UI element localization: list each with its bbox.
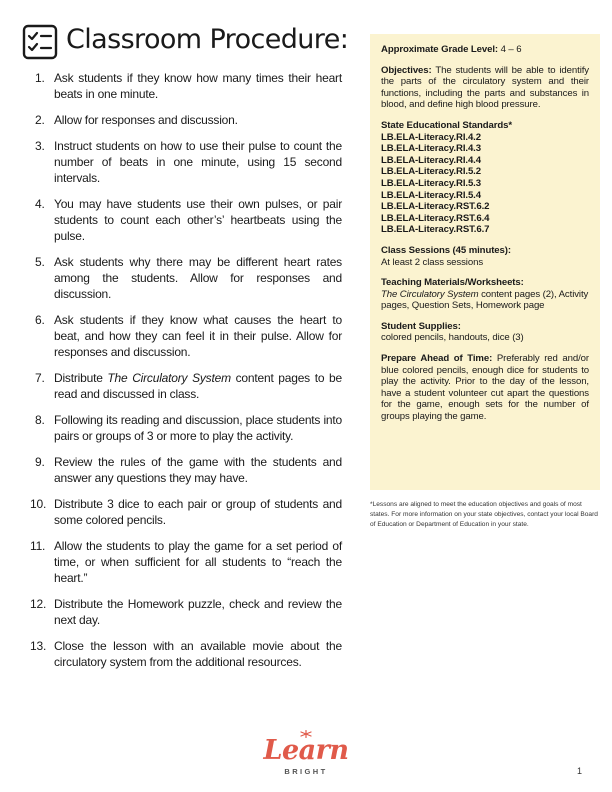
step-number: 12. bbox=[30, 597, 47, 611]
standards-label: State Educational Standards* bbox=[381, 119, 513, 131]
standard-item: LB.ELA-Literacy.RST.6.7 bbox=[381, 224, 490, 236]
checklist-icon bbox=[22, 24, 58, 60]
step-number: 1. bbox=[35, 71, 45, 85]
step-text: content pages to be read and discussed in class. bbox=[54, 371, 342, 401]
step-number: 8. bbox=[35, 413, 45, 427]
step-title-italic: The Circulatory System bbox=[107, 371, 231, 385]
grade-level bbox=[381, 44, 589, 56]
objectives-label: Objectives: bbox=[381, 64, 432, 76]
standards bbox=[381, 120, 589, 236]
grade-level-label: Approximate Grade Level: bbox=[381, 44, 499, 55]
logo-brand-text: Learn bbox=[263, 735, 349, 766]
procedure-step bbox=[30, 496, 342, 528]
step-number: 3. bbox=[35, 139, 45, 153]
step-number: 4. bbox=[35, 197, 45, 211]
student-supplies-label: Student Supplies: bbox=[381, 320, 461, 332]
teaching-materials-title: The Circulatory System bbox=[381, 288, 479, 300]
step-number: 6. bbox=[35, 313, 45, 327]
objectives bbox=[381, 65, 589, 111]
step-text: You may have students use their own pulses, or pair students to count each other’s’ heartbeats using the pulse. bbox=[54, 197, 342, 243]
procedure-step bbox=[30, 538, 342, 586]
step-text: Review the rules of the game with the students and answer any questions they may have. bbox=[54, 455, 342, 485]
teaching-materials bbox=[381, 277, 589, 312]
standard-item: LB.ELA-Literacy.RI.5.2 bbox=[381, 166, 481, 178]
standard-item: LB.ELA-Literacy.RI.5.4 bbox=[381, 189, 481, 201]
procedure-step bbox=[30, 70, 342, 102]
procedure-step bbox=[30, 254, 342, 302]
step-text: Ask students why there may be different heart rates among the students. Allow for responses and discussion. bbox=[54, 255, 342, 301]
procedure-step bbox=[30, 596, 342, 628]
student-supplies bbox=[381, 321, 589, 344]
standard-item: LB.ELA-Literacy.RST.6.2 bbox=[381, 201, 490, 213]
step-text: Distribute bbox=[54, 371, 108, 385]
prepare-ahead bbox=[381, 353, 589, 423]
class-sessions bbox=[381, 245, 589, 268]
step-number: 11. bbox=[30, 539, 46, 553]
page-title: Classroom Procedure: bbox=[66, 24, 349, 55]
learn-bright-logo bbox=[256, 730, 356, 780]
standard-item: LB.ELA-Literacy.RI.4.4 bbox=[381, 154, 481, 166]
procedure-step bbox=[30, 196, 342, 244]
teaching-materials-label: Teaching Materials/Worksheets: bbox=[381, 277, 524, 289]
step-number: 9. bbox=[35, 455, 45, 469]
step-text: Instruct students on how to use their pulse to count the number of beats in one minute, using 15 second intervals. bbox=[54, 139, 342, 185]
teaching-materials-value: content pages (2), Activity pages, Question Sets, Homework page bbox=[381, 288, 589, 312]
step-number: 5. bbox=[35, 255, 45, 269]
procedure-step bbox=[30, 112, 342, 128]
step-text: Ask students if they know what causes the heart to beat, and how they can feel it in their pulse. Allow for responses and discussion. bbox=[54, 313, 342, 359]
standard-item: LB.ELA-Literacy.RI.4.2 bbox=[381, 131, 481, 143]
standards-footnote: *Lessons are aligned to meet the education objectives and goals of most states. For more information on your state objectives, contact your local Board of Education or Department of Education in your state. bbox=[370, 501, 598, 528]
procedure-step bbox=[30, 370, 342, 402]
procedure-list bbox=[30, 70, 342, 680]
procedure-step bbox=[30, 638, 342, 670]
prepare-ahead-text: Preferably red and/or blue colored pencils, enough dice for students to play the activity. Prior to the day of the lesson, have a student volunteer cut apart the questions for the game, enough sets for the number of groups playing the game. bbox=[381, 353, 589, 423]
step-number: 10. bbox=[30, 497, 47, 511]
step-number: 7. bbox=[35, 371, 45, 385]
procedure-step bbox=[30, 138, 342, 186]
page-number: 1 bbox=[577, 766, 583, 776]
objectives-text: The students will be able to identify the parts of the circulatory system and their functions, including the parts and substances in blood, and define high blood pressure. bbox=[381, 64, 589, 111]
grade-level-value: 4 – 6 bbox=[498, 44, 522, 55]
step-text: Distribute the Homework puzzle, check and review the next day. bbox=[54, 597, 342, 627]
step-text: Allow the students to play the game for a set period of time, or when sufficient for all students to “reach the heart.” bbox=[54, 539, 342, 585]
class-sessions-value: At least 2 class sessions bbox=[381, 256, 484, 268]
procedure-step bbox=[30, 412, 342, 444]
class-sessions-label: Class Sessions (45 minutes): bbox=[381, 244, 511, 256]
prepare-ahead-label: Prepare Ahead of Time: bbox=[381, 353, 493, 365]
step-number: 2. bbox=[35, 113, 45, 127]
procedure-step bbox=[30, 454, 342, 486]
procedure-step bbox=[30, 312, 342, 360]
lesson-info-panel bbox=[370, 34, 600, 490]
step-text: Close the lesson with an available movie about the circulatory system from the additional resources. bbox=[54, 639, 342, 669]
step-text: Allow for responses and discussion. bbox=[54, 113, 238, 127]
student-supplies-value: colored pencils, handouts, dice (3) bbox=[381, 332, 524, 344]
standard-item: LB.ELA-Literacy.RI.5.3 bbox=[381, 177, 481, 189]
step-text: Ask students if they know how many times their heart beats in one minute. bbox=[54, 71, 342, 101]
step-text: Following its reading and discussion, place students into pairs or groups of 3 or more to play the activity. bbox=[54, 413, 342, 443]
logo-sub-text: BRIGHT bbox=[284, 767, 328, 776]
step-number: 13. bbox=[30, 639, 47, 653]
step-text: Distribute 3 dice to each pair or group of students and some colored pencils. bbox=[54, 497, 342, 527]
standard-item: LB.ELA-Literacy.RST.6.4 bbox=[381, 212, 490, 224]
standard-item: LB.ELA-Literacy.RI.4.3 bbox=[381, 143, 481, 155]
